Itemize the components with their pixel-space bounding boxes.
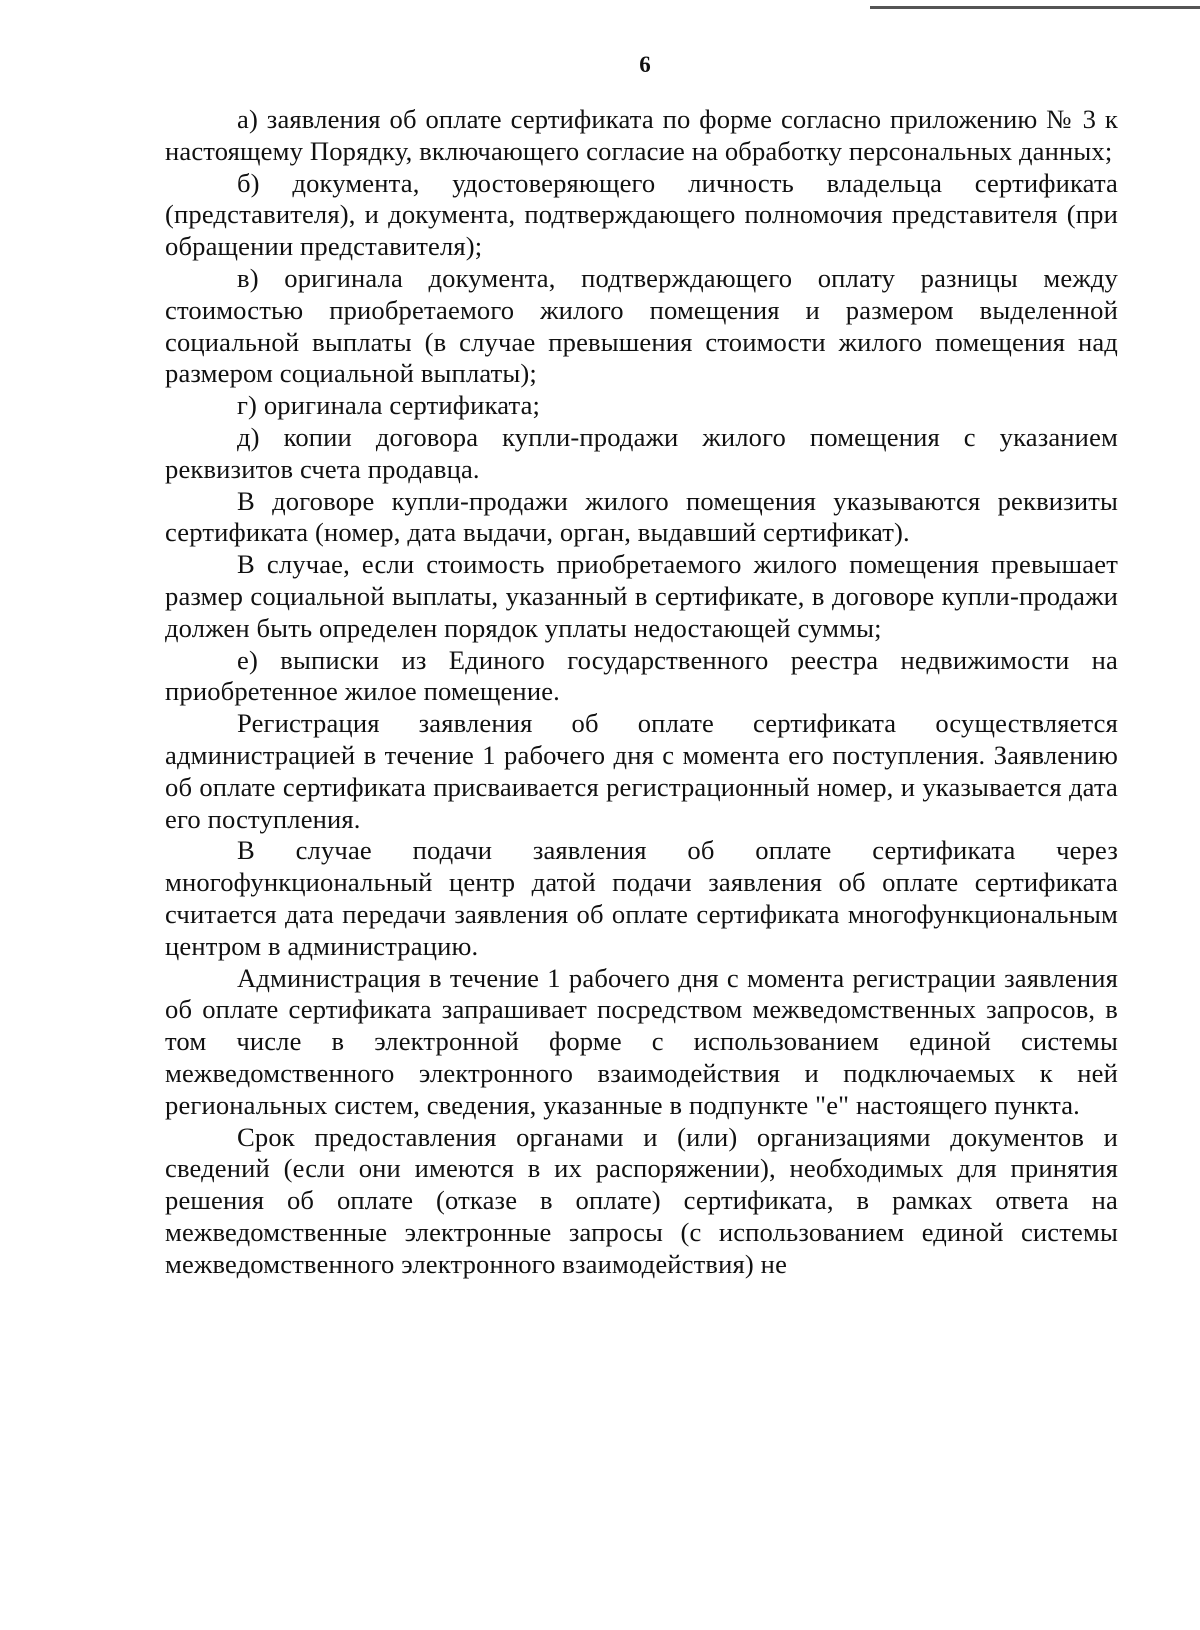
paragraph-mfc-submission: В случае подачи заявления об оплате сертификата через многофункциональный центр датой подачи заявления об оплате сертификата считается дата передачи заявления об оплате сертификата многофункциональным центром в администрацию.	[165, 835, 1118, 961]
paragraph-price-excess: В случае, если стоимость приобретаемого жилого помещения превышает размер социальной выплаты, указанный в сертификате, в договоре купли-продажи должен быть определен порядок уплаты недостающей суммы;	[165, 549, 1118, 643]
paragraph-item-e: е) выписки из Единого государственного реестра недвижимости на приобретенное жилое помещение.	[165, 644, 1118, 707]
document-body	[165, 104, 1118, 1280]
top-edge-line	[870, 6, 1200, 9]
paragraph-item-a: а) заявления об оплате сертификата по форме согласно приложению № 3 к настоящему Порядку, включающего согласие на обработку персональных данных;	[165, 104, 1118, 166]
paragraph-item-d: д) копии договора купли-продажи жилого помещения с указанием реквизитов счета продавца.	[165, 421, 1118, 484]
page-number: 6	[639, 52, 651, 77]
paragraph-item-g: г) оригинала сертификата;	[237, 390, 541, 421]
paragraph-contract-details: В договоре купли-продажи жилого помещения указываются реквизиты сертификата (номер, дата выдачи, орган, выдавший сертификат).	[165, 485, 1118, 548]
paragraph-response-deadline: Срок предоставления органами и (или) организациями документов и сведений (если они имеются в их распоряжении), необходимых для принятия решения об оплате (отказе в оплате) сертификата, в рамках ответа на межведомственные электронные запросы (с использованием единой системы межведомственного электронного взаимодействия) не	[165, 1121, 1118, 1279]
paragraph-registration: Регистрация заявления об оплате сертификата осуществляется администрацией в течение 1 рабочего дня с момента его поступления. Заявлению об оплате сертификата присваивается регистрационный номер, и указывается дата его поступления.	[165, 708, 1118, 834]
paragraph-interagency-requests: Администрация в течение 1 рабочего дня с момента регистрации заявления об оплате сертификата запрашивает посредством межведомственных запросов, в том числе в электронной форме с использованием единой системы межведомственного электронного взаимодействия и подключаемых к ней региональных систем, сведения, указанные в подпункте "е" настоящего пункта.	[165, 962, 1118, 1120]
paragraph-item-b: б) документа, удостоверяющего личность владельца сертификата (представителя), и документа, подтверждающего полномочия представителя (при обращении представителя);	[165, 167, 1118, 262]
paragraph-item-v: в) оригинала документа, подтверждающего оплату разницы между стоимостью приобретаемого жилого помещения и размером выделенной социальной выплаты (в случае превышения стоимости жилого помещения над размером социальной выплаты);	[165, 262, 1118, 389]
